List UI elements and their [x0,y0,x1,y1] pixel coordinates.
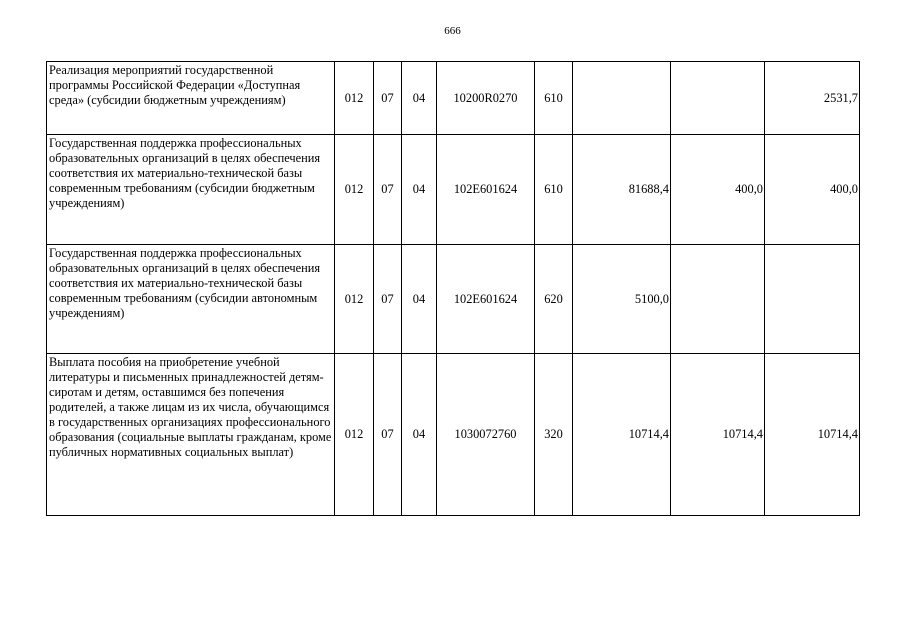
ministry-code: 012 [335,245,374,354]
article-code: 102E601624 [437,245,535,354]
subsection-code: 04 [402,135,437,245]
budget-table [46,61,860,516]
table-row [47,245,860,354]
section-code: 07 [374,62,402,135]
row-description: Выплата пособия на приобретение учебной литературы и письменных принадлежностей детям-сиротам и детям, оставшимся без попечения родителей, а также лицам из их числа, обучающимся в государственных организациях профессионального образования (социальные выплаты гражданам, кроме публичных нормативных социальных выплат) [47,354,335,516]
amount-year-3: 400,0 [765,135,860,245]
subsection-code: 04 [402,245,437,354]
section-code: 07 [374,245,402,354]
amount-year-3: 10714,4 [765,354,860,516]
row-description: Государственная поддержка профессиональных образовательных организаций в целях обеспечения соответствия их материально-технической базы современным требованиям (субсидии автономным учреждениям) [47,245,335,354]
section-code: 07 [374,354,402,516]
amount-year-1: 5100,0 [573,245,671,354]
row-description: Реализация мероприятий государственной программы Российской Федерации «Доступная среда» (субсидии бюджетным учреждениям) [47,62,335,135]
amount-year-3: 2531,7 [765,62,860,135]
table-row [47,62,860,135]
expense-type-code: 320 [535,354,573,516]
article-code: 10200R0270 [437,62,535,135]
row-description: Государственная поддержка профессиональных образовательных организаций в целях обеспечения соответствия их материально-технической базы современным требованиям (субсидии бюджетным учреждениям) [47,135,335,245]
amount-year-1: 10714,4 [573,354,671,516]
subsection-code: 04 [402,354,437,516]
amount-year-3 [765,245,860,354]
section-code: 07 [374,135,402,245]
amount-year-2: 400,0 [671,135,765,245]
ministry-code: 012 [335,135,374,245]
article-code: 1030072760 [437,354,535,516]
article-code: 102E601624 [437,135,535,245]
ministry-code: 012 [335,62,374,135]
amount-year-2: 10714,4 [671,354,765,516]
amount-year-1: 81688,4 [573,135,671,245]
page-number: 666 [444,25,461,37]
amount-year-2 [671,245,765,354]
table-row [47,135,860,245]
amount-year-2 [671,62,765,135]
table-row [47,354,860,516]
ministry-code: 012 [335,354,374,516]
expense-type-code: 610 [535,135,573,245]
expense-type-code: 620 [535,245,573,354]
subsection-code: 04 [402,62,437,135]
expense-type-code: 610 [535,62,573,135]
amount-year-1 [573,62,671,135]
